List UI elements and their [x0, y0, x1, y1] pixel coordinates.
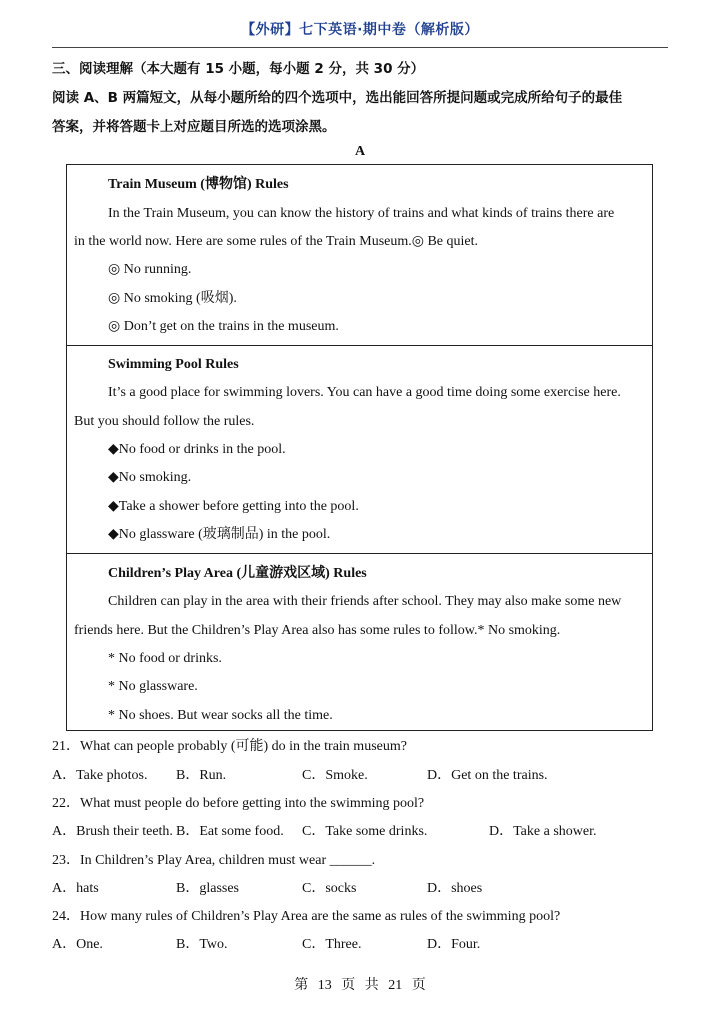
train-museum-rule: ◎ No running. — [108, 262, 192, 277]
section-heading: 三、阅读理解（本大题有 15 小题，每小题 2 分，共 30 分） — [52, 61, 425, 77]
q24-option-b: B．Two. — [176, 937, 228, 952]
childrens-play-area-rule: * No shoes. But wear socks all the time. — [108, 708, 333, 723]
swimming-pool-rule: ◆No smoking. — [108, 470, 192, 485]
instruction-line-1: 阅读 A、B 两篇短文，从每小题所给的四个选项中，选出能回答所提问题或完成所给句子的最佳 — [52, 90, 623, 106]
train-museum-rule: ◎ Don’t get on the trains in the museum. — [108, 319, 339, 334]
swimming-pool-rule: ◆No food or drinks in the pool. — [108, 442, 286, 457]
question-21: 21．What can people probably (可能) do in the train museum? — [52, 739, 407, 754]
q22-option-d: D．Take a shower. — [489, 824, 597, 839]
swimming-pool-rule: ◆Take a shower before getting into the pool. — [108, 499, 359, 514]
question-23: 23．In Children’s Play Area, children must wear ______. — [52, 853, 376, 868]
instruction-line-2: 答案，并将答题卡上对应题目所选的选项涂黑。 — [52, 119, 336, 135]
rules-table — [66, 164, 653, 731]
q22-option-a: A．Brush their teeth. — [52, 824, 173, 839]
childrens-play-area-body-line-1: Children can play in the area with their friends after school. They may also make some new — [108, 594, 622, 609]
page-number: 第 13 页 共 21 页 — [294, 978, 426, 993]
q23-option-d: D．shoes — [427, 881, 483, 896]
childrens-play-area-section — [67, 553, 652, 730]
document-header-title: 【外研】七下英语·期中卷（解析版） — [241, 22, 479, 38]
swimming-pool-body-line-1: It’s a good place for swimming lovers. You can have a good time doing some exercise here. — [108, 385, 621, 400]
train-museum-section — [67, 165, 652, 345]
train-museum-title: Train Museum (博物馆) Rules — [108, 177, 289, 192]
childrens-play-area-body-line-2: friends here. But the Children’s Play Area also has some rules to follow.* No smoking. — [74, 623, 561, 638]
q23-option-c: C．socks — [302, 881, 357, 896]
question-24: 24．How many rules of Children’s Play Area are the same as rules of the swimming pool? — [52, 909, 561, 924]
q24-option-a: A．One. — [52, 937, 103, 952]
q21-option-b: B．Run. — [176, 768, 227, 783]
swimming-pool-rule: ◆No glassware (玻璃制品) in the pool. — [108, 527, 331, 542]
q24-option-d: D．Four. — [427, 937, 481, 952]
swimming-pool-body-line-2: But you should follow the rules. — [74, 414, 255, 429]
q23-option-a: A．hats — [52, 881, 99, 896]
q22-option-c: C．Take some drinks. — [302, 824, 428, 839]
q22-option-b: B．Eat some food. — [176, 824, 284, 839]
q23-option-b: B．glasses — [176, 881, 239, 896]
header-divider — [52, 47, 668, 48]
childrens-play-area-rule: * No glassware. — [108, 679, 198, 694]
question-22: 22．What must people do before getting into the swimming pool? — [52, 796, 425, 811]
q24-option-c: C．Three. — [302, 937, 362, 952]
q21-option-a: A．Take photos. — [52, 768, 148, 783]
q21-option-c: C．Smoke. — [302, 768, 368, 783]
train-museum-rule: ◎ No smoking (吸烟). — [108, 291, 237, 306]
swimming-pool-title: Swimming Pool Rules — [108, 357, 239, 372]
q21-option-d: D．Get on the trains. — [427, 768, 548, 783]
train-museum-body-line-1: In the Train Museum, you can know the history of trains and what kinds of trains there are — [108, 206, 615, 221]
childrens-play-area-title: Children’s Play Area (儿童游戏区域) Rules — [108, 566, 367, 581]
swimming-pool-section — [67, 345, 652, 553]
passage-label: A — [354, 144, 366, 159]
train-museum-body-line-2: in the world now. Here are some rules of the Train Museum.◎ Be quiet. — [74, 234, 479, 249]
childrens-play-area-rule: * No food or drinks. — [108, 651, 222, 666]
